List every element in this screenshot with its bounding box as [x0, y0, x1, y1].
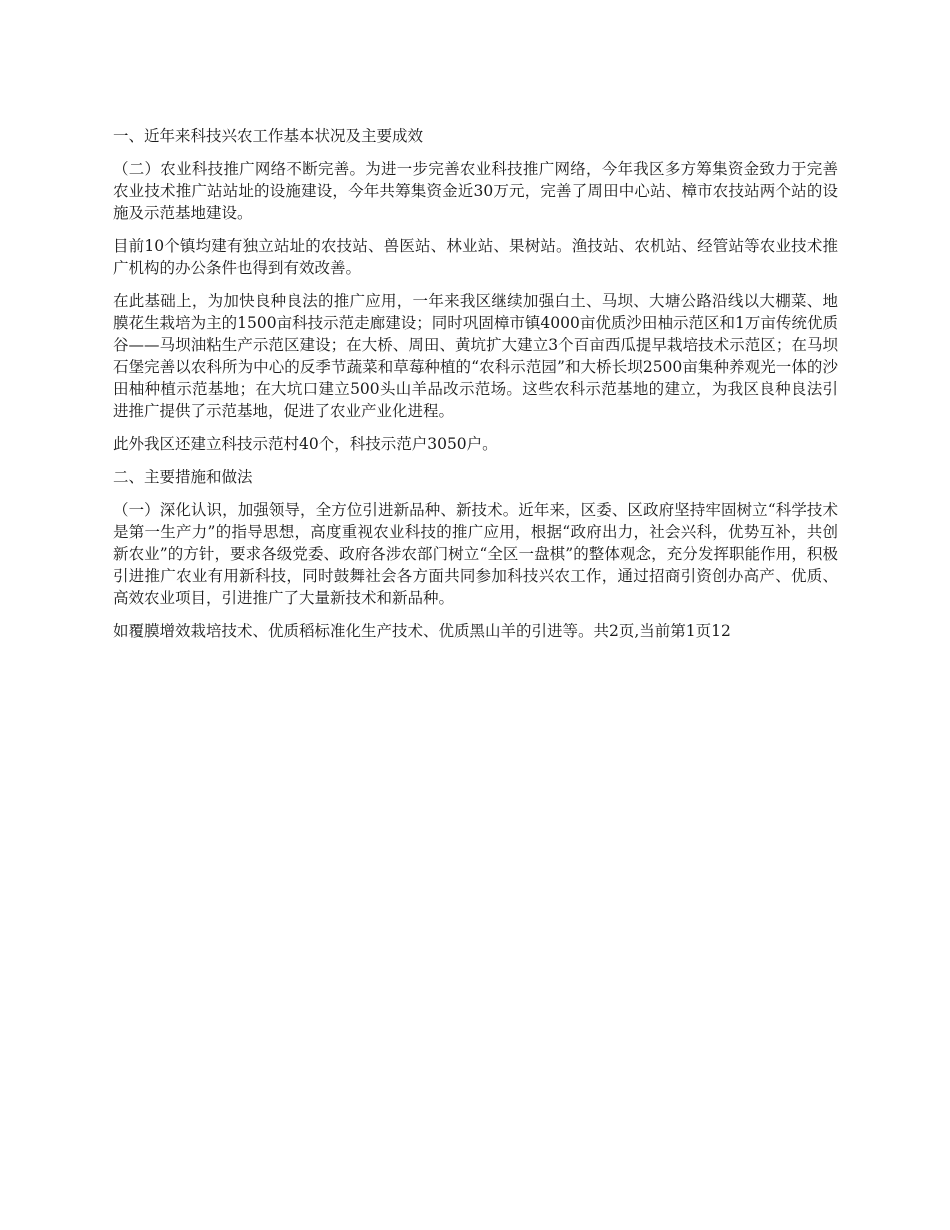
- paragraph-leadership: （一）深化认识，加强领导，全方位引进新品种、新技术。近年来，区委、区政府坚持牢固树立“科学技术是第一生产力”的指导思想，高度重视农业科技的推广应用，根据“政府出力，社会兴科，优势互补，共创新农业”的方针，要求各级党委、政府各涉农部门树立“全区一盘棋”的整体观念，充分发挥职能作用，积极引进推广农业有用新科技，同时鼓舞社会各方面共同参加科技兴农工作，通过招商引资创办高产、优质、高效农业项目，引进推广了大量新技术和新品种。: [113, 501, 838, 607]
- document-page: [113, 125, 838, 653]
- paragraph-town-stations: 目前10个镇均建有独立站址的农技站、兽医站、林业站、果树站。渔技站、农机站、经管站等农业技术推广机构的办公条件也得到有效改善。: [113, 237, 838, 277]
- paragraph-demonstration-bases: 在此基础上，为加快良种良法的推广应用，一年来我区继续加强白土、马坝、大塘公路沿线以大棚菜、地膜花生栽培为主的1500亩科技示范走廊建设；同时巩固樟市镇4000亩优质沙田柚示范区和1万亩传统优质谷——马坝油粘生产示范区建设；在大桥、周田、黄坑扩大建立3个百亩西瓜提早栽培技术示范区；在马坝石堡完善以农科所为中心的反季节蔬菜和草莓种植的“农科示范园”和大桥长坝2500亩集种养观光一体的沙田柚种植示范基地；在大坑口建立500头山羊品改示范场。这些农科示范基地的建立，为我区良种良法引进推广提供了示范基地，促进了农业产业化进程。: [113, 292, 838, 420]
- paragraph-extension-network: （二）农业科技推广网络不断完善。为进一步完善农业科技推广网络，今年我区多方筹集资金致力于完善农业技术推广站站址的设施建设，今年共筹集资金近30万元，完善了周田中心站、樟市农技站两个站的设施及示范基地建设。: [113, 160, 838, 222]
- section-heading-1: 一、近年来科技兴农工作基本状况及主要成效: [113, 127, 424, 145]
- paragraph-examples-pagination: 如覆膜增效栽培技术、优质稻标准化生产技术、优质黑山羊的引进等。共2页,当前第1页12: [113, 622, 731, 640]
- section-heading-2: 二、主要措施和做法: [113, 468, 253, 486]
- paragraph-demo-villages: 此外我区还建立科技示范村40个，科技示范户3050户。: [113, 435, 498, 453]
